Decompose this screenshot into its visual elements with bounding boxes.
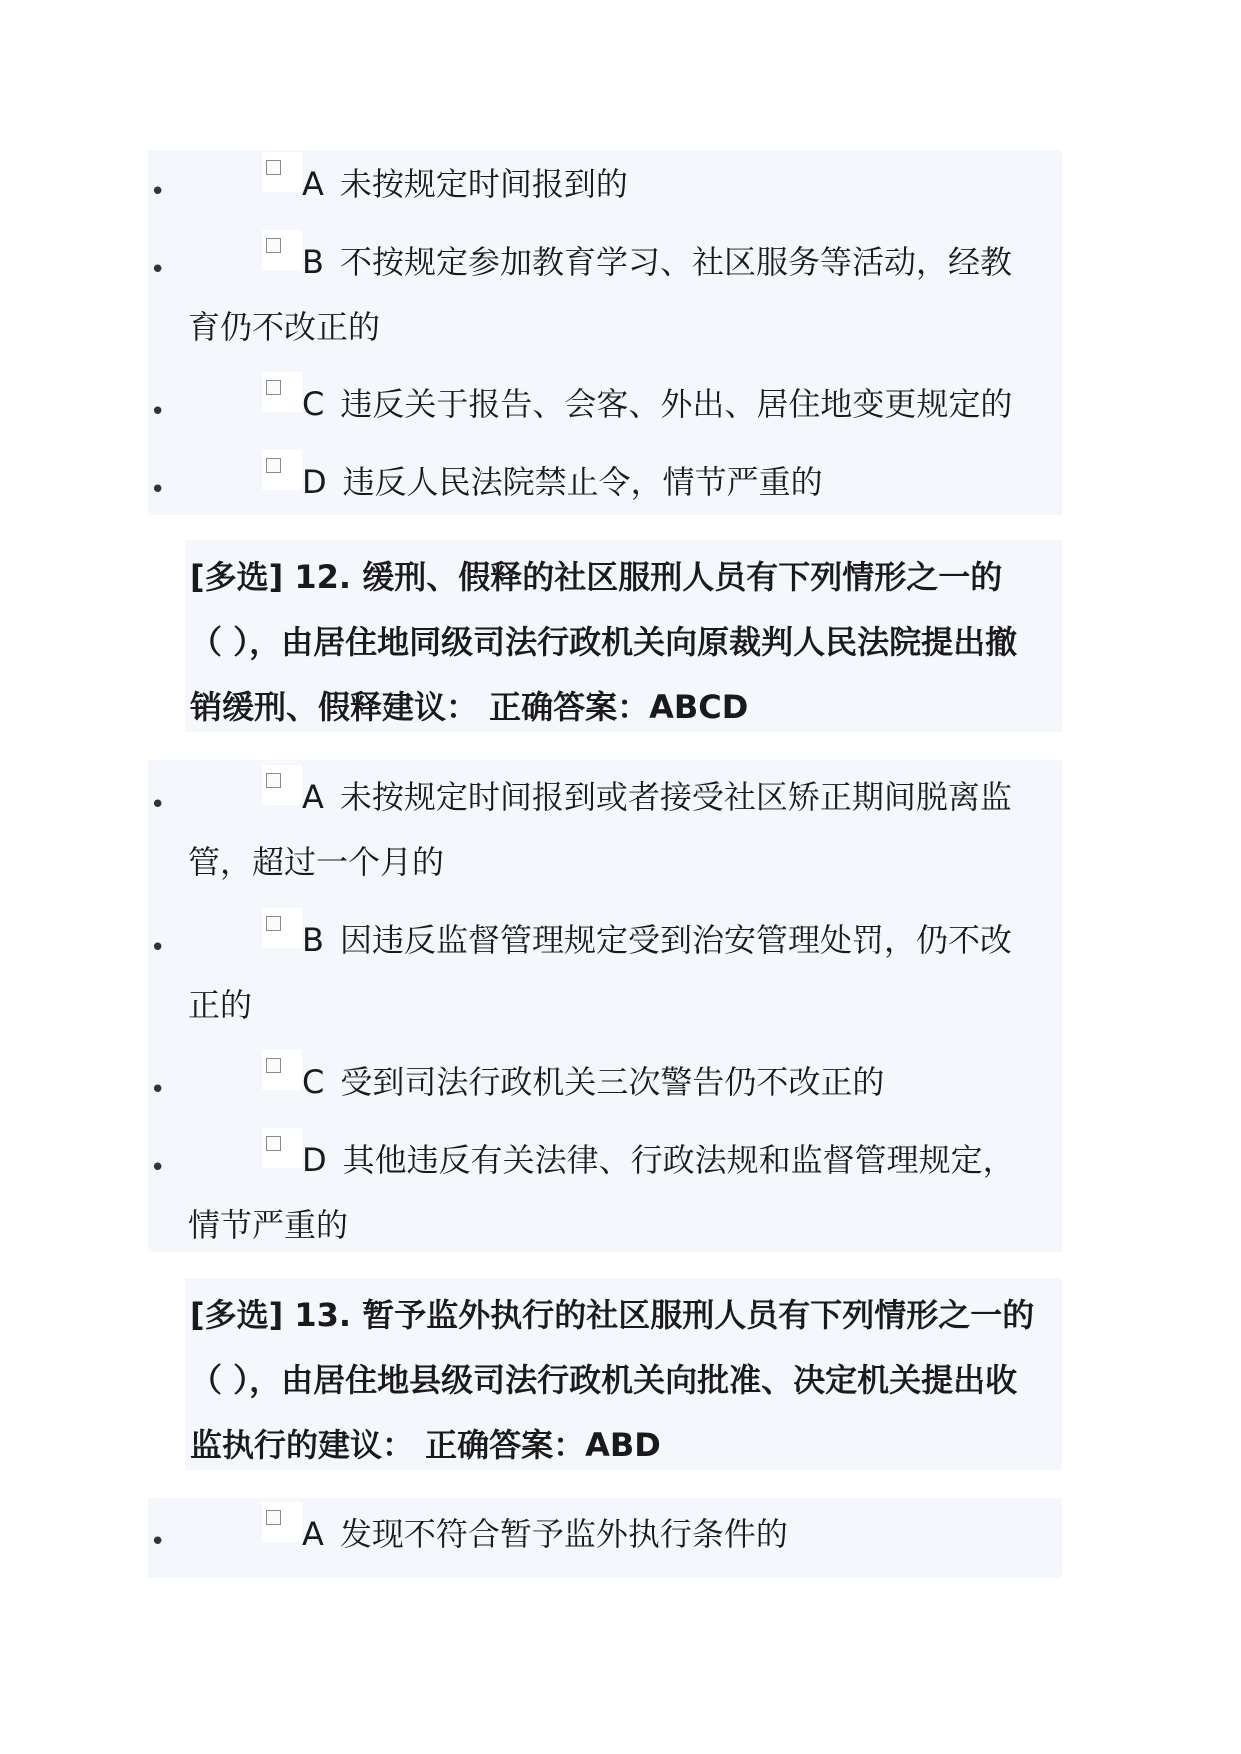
option-letter: B bbox=[302, 921, 324, 959]
option-text-continued: 育仍不改正的 bbox=[188, 308, 381, 346]
question-line: [多选] 13. 暂予监外执行的社区服刑人员有下列情形之一的 bbox=[190, 1296, 1035, 1334]
question-line: [多选] 12. 缓刑、假释的社区服刑人员有下列情形之一的 bbox=[190, 558, 1003, 596]
option-letter: D bbox=[302, 463, 327, 501]
bullet-icon: • bbox=[150, 933, 166, 963]
bullet-icon: • bbox=[150, 1075, 166, 1105]
option-text: 发现不符合暂予监外执行条件的 bbox=[339, 1515, 788, 1553]
checkbox-icon[interactable] bbox=[262, 1128, 302, 1168]
question-13-text bbox=[190, 1283, 1070, 1478]
option-text: 受到司法行政机关三次警告仍不改正的 bbox=[340, 1063, 885, 1101]
bullet-icon: • bbox=[150, 1527, 166, 1557]
option-letter: A bbox=[302, 1515, 324, 1553]
option-text: 不按规定参加教育学习、社区服务等活动，经教 bbox=[339, 243, 1012, 281]
option-text: 未按规定时间报到的 bbox=[339, 165, 628, 203]
checkbox-icon[interactable] bbox=[262, 1502, 302, 1542]
option-text: 其他违反有关法律、行政法规和监督管理规定， bbox=[342, 1141, 1015, 1179]
question-line: （ ），由居住地同级司法行政机关向原裁判人民法院提出撤 bbox=[190, 623, 1018, 661]
question-line: 监执行的建议： 正确答案：ABD bbox=[190, 1426, 661, 1464]
option-text-continued: 正的 bbox=[188, 986, 253, 1024]
bullet-icon: • bbox=[150, 177, 166, 207]
bullet-icon: • bbox=[150, 475, 166, 505]
option-letter: A bbox=[302, 778, 324, 816]
option-text: 违反人民法院禁止令，情节严重的 bbox=[342, 463, 823, 501]
option-letter: C bbox=[302, 1063, 325, 1101]
checkbox-icon[interactable] bbox=[262, 372, 302, 412]
checkbox-icon[interactable] bbox=[262, 765, 302, 805]
option-text: 未按规定时间报到或者接受社区矫正期间脱离监 bbox=[339, 778, 1012, 816]
option-letter: D bbox=[302, 1141, 327, 1179]
option-text: 因违反监督管理规定受到治安管理处罚，仍不改 bbox=[339, 921, 1012, 959]
bullet-icon: • bbox=[150, 397, 166, 427]
checkbox-icon[interactable] bbox=[262, 1050, 302, 1090]
question-line: （ ），由居住地县级司法行政机关向批准、决定机关提出收 bbox=[190, 1361, 1018, 1399]
checkbox-icon[interactable] bbox=[262, 450, 302, 490]
question-line: 销缓刑、假释建议： 正确答案：ABCD bbox=[190, 688, 749, 726]
checkbox-icon[interactable] bbox=[262, 908, 302, 948]
option-letter: B bbox=[302, 243, 324, 281]
option-letter: A bbox=[302, 165, 324, 203]
checkbox-icon[interactable] bbox=[262, 152, 302, 192]
option-text-continued: 情节严重的 bbox=[188, 1206, 349, 1244]
option-text: 违反关于报告、会客、外出、居住地变更规定的 bbox=[340, 385, 1013, 423]
question-12-text bbox=[190, 545, 1070, 740]
bullet-icon: • bbox=[150, 255, 166, 285]
bullet-icon: • bbox=[150, 790, 166, 820]
bullet-icon: • bbox=[150, 1153, 166, 1183]
option-text-continued: 管，超过一个月的 bbox=[188, 843, 445, 881]
checkbox-icon[interactable] bbox=[262, 230, 302, 270]
option-letter: C bbox=[302, 385, 325, 423]
